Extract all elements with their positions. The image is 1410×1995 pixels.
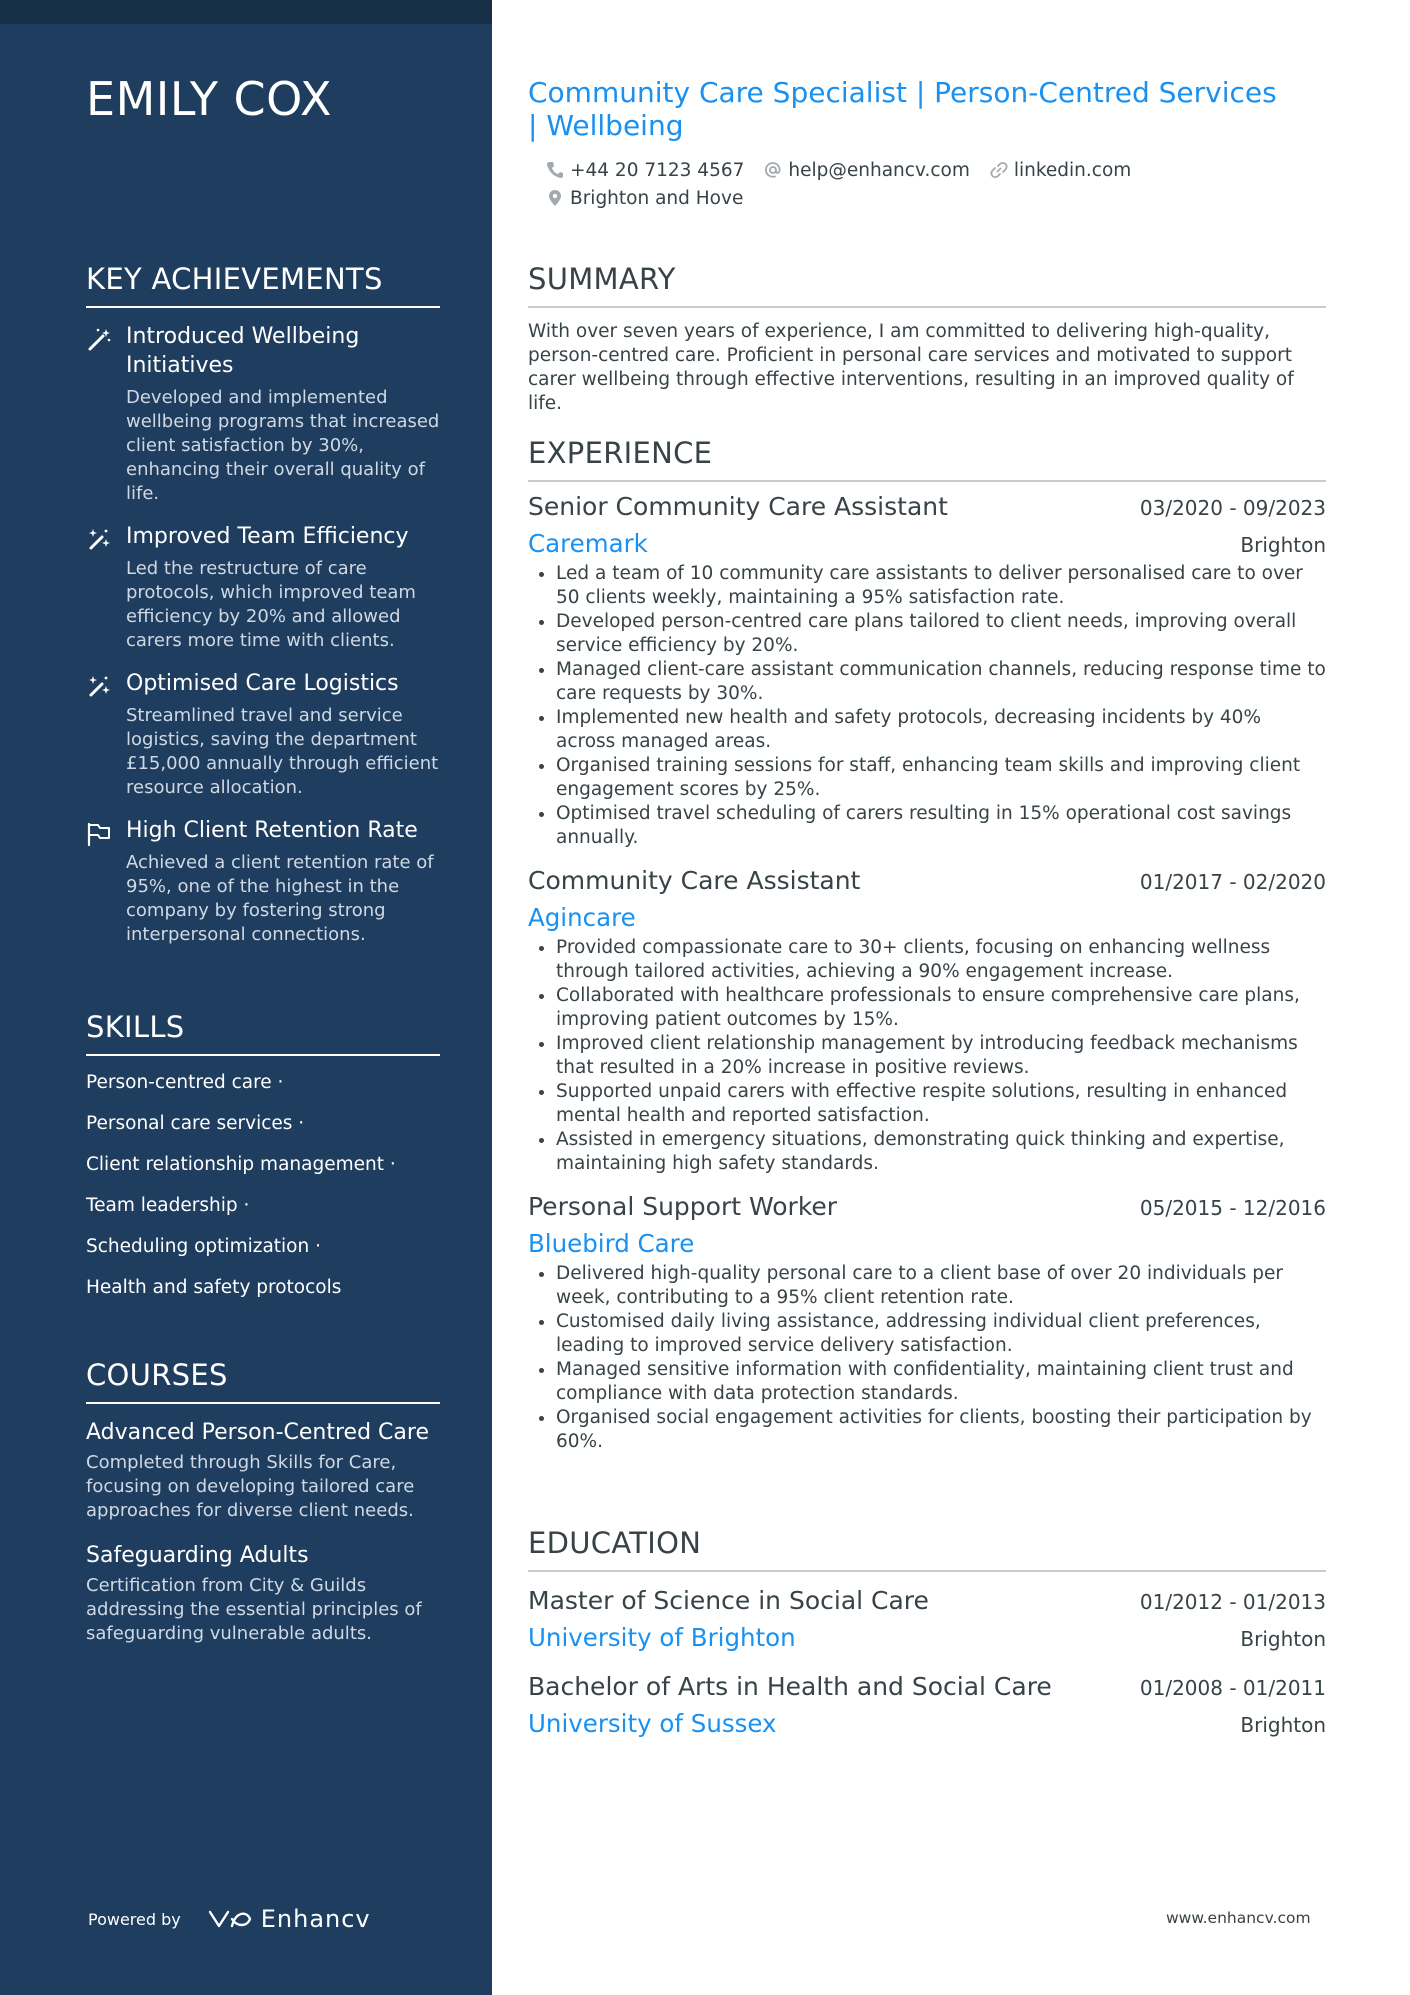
- course-description: Completed through Skills for Care, focusing on developing tailored care approaches for diverse client needs.: [86, 1452, 415, 1521]
- education-entry: [528, 1586, 1326, 1652]
- link-icon: [990, 161, 1008, 179]
- contact-info: [546, 156, 1306, 212]
- bullet-item: • Organised training sessions for staff, enhancing team skills and improving client engagement scores by 25%.: [556, 754, 1326, 802]
- skills-section: [86, 1010, 440, 1300]
- job-bullets: [528, 562, 1326, 850]
- summary-section: [528, 262, 1326, 416]
- experience-section: [528, 436, 1326, 1454]
- company-name: Bluebird Care: [528, 1229, 695, 1258]
- company-name: Caremark: [528, 529, 648, 558]
- enhancv-brand: Enhancv: [260, 1905, 371, 1933]
- job-bullets: [528, 936, 1326, 1176]
- headline: Community Care Specialist | Person-Centred Services | Wellbeing: [528, 76, 1277, 142]
- skill-item: Team leadership ·: [86, 1195, 250, 1216]
- magic-wand-icon: [86, 327, 112, 353]
- linkedin-text: linkedin.com: [1013, 159, 1132, 181]
- at-sign-icon: [764, 161, 782, 179]
- wand-sparkle-icon: [86, 527, 112, 553]
- skill-item: Personal care services ·: [86, 1113, 305, 1134]
- bullet-item: • Managed client-care assistant communication channels, reducing response time to care requests by 30%.: [556, 658, 1326, 706]
- job-dates: 03/2020 - 09/2023: [1139, 496, 1326, 520]
- degree-title: Master of Science in Social Care: [528, 1586, 929, 1615]
- contact-email[interactable]: [764, 160, 969, 181]
- course-description: Certification from City & Guilds addressing the essential principles of safeguarding vulnerable adults.: [86, 1575, 422, 1644]
- skills-heading: SKILLS: [86, 1010, 440, 1056]
- courses-section: [86, 1358, 440, 1646]
- achievement-description: Led the restructure of care protocols, which improved team efficiency by 20% and allowed carers more time with clients.: [126, 558, 416, 651]
- achievement-item: [86, 322, 440, 506]
- skill-item: Person-centred care ·: [86, 1072, 284, 1093]
- bullet-item: • Organised social engagement activities for clients, boosting their participation by 60%.: [556, 1406, 1326, 1454]
- bullet-item: • Optimised travel scheduling of carers resulting in 15% operational cost savings annually.: [556, 802, 1326, 850]
- course-item: [86, 1418, 440, 1523]
- education-dates: 01/2008 - 01/2011: [1139, 1676, 1326, 1700]
- phone-text: +44 20 7123 4567: [570, 159, 745, 181]
- flag-icon: [86, 821, 112, 847]
- company-name: Agincare: [528, 903, 636, 932]
- job-bullets: [528, 1262, 1326, 1454]
- achievement-title: High Client Retention Rate: [126, 818, 418, 843]
- summary-heading: SUMMARY: [528, 262, 1326, 308]
- experience-heading: EXPERIENCE: [528, 436, 1326, 482]
- sidebar: [0, 0, 492, 1995]
- degree-title: Bachelor of Arts in Health and Social Care: [528, 1672, 1052, 1701]
- summary-text: With over seven years of experience, I am committed to delivering high-quality, person-centred care. Proficient in personal care services and motivated to support carer wellbeing through effective interventions, resulting in an improved quality of life.: [528, 321, 1294, 414]
- bullet-item: • Supported unpaid carers with effective respite solutions, resulting in enhanced mental health and reported satisfaction.: [556, 1080, 1326, 1128]
- bullet-item: • Led a team of 10 community care assistants to deliver personalised care to over 50 clients weekly, maintaining a 95% satisfaction rate.: [556, 562, 1326, 610]
- achievement-title: Introduced Wellbeing Initiatives: [126, 324, 360, 378]
- job-entry: [528, 492, 1326, 850]
- job-title: Personal Support Worker: [528, 1192, 838, 1221]
- bullet-item: • Delivered high-quality personal care to a client base of over 20 individuals per week, contributing to a 95% client retention rate.: [556, 1262, 1326, 1310]
- achievement-item: [86, 816, 440, 947]
- skill-item: Client relationship management ·: [86, 1154, 396, 1175]
- courses-heading: COURSES: [86, 1358, 440, 1404]
- contact-linkedin[interactable]: [990, 160, 1131, 181]
- achievement-description: Streamlined travel and service logistics, saving the department £15,000 annually through efficient resource allocation.: [126, 705, 439, 798]
- achievement-item: [86, 669, 440, 800]
- footer-url[interactable]: www.enhancv.com: [1166, 1909, 1311, 1927]
- achievement-title: Optimised Care Logistics: [126, 671, 399, 696]
- email-text: help@enhancv.com: [788, 159, 970, 181]
- achievements-heading: KEY ACHIEVEMENTS: [86, 262, 440, 308]
- school-name: University of Brighton: [528, 1623, 796, 1652]
- powered-by-label: Powered by: [88, 1909, 181, 1929]
- education-location: Brighton: [1240, 1627, 1326, 1651]
- education-dates: 01/2012 - 01/2013: [1139, 1590, 1326, 1614]
- bullet-item: • Managed sensitive information with confidentiality, maintaining client trust and compliance with data protection standards.: [556, 1358, 1326, 1406]
- contact-location: [546, 188, 743, 209]
- bullet-item: • Collaborated with healthcare professionals to ensure comprehensive care plans, improving patient outcomes by 15%.: [556, 984, 1326, 1032]
- sidebar-top-bar: [0, 0, 492, 24]
- enhancv-logo-icon: [207, 1907, 253, 1931]
- skills-list: [86, 1071, 440, 1300]
- bullet-item: • Developed person-centred care plans tailored to client needs, improving overall service efficiency by 20%.: [556, 610, 1326, 658]
- job-dates: 05/2015 - 12/2016: [1139, 1196, 1326, 1220]
- skill-item: Scheduling optimization ·: [86, 1236, 321, 1257]
- school-name: University of Sussex: [528, 1709, 777, 1738]
- education-entry: [528, 1672, 1326, 1738]
- course-title: Safeguarding Adults: [86, 1543, 309, 1568]
- job-dates: 01/2017 - 02/2020: [1139, 870, 1326, 894]
- bullet-item: • Customised daily living assistance, addressing individual client preferences, leading to improved service delivery satisfaction.: [556, 1310, 1326, 1358]
- job-entry: [528, 866, 1326, 1176]
- candidate-name: EMILY COX: [86, 72, 332, 126]
- education-heading: EDUCATION: [528, 1526, 1326, 1572]
- job-location: Brighton: [1240, 533, 1326, 557]
- achievement-description: Developed and implemented wellbeing programs that increased client satisfaction by 30%, enhancing their overall quality of life.: [126, 387, 440, 504]
- course-item: [86, 1541, 440, 1646]
- location-pin-icon: [546, 189, 564, 207]
- bullet-item: • Provided compassionate care to 30+ clients, focusing on enhancing wellness through tailored activities, achieving a 90% engagement increase.: [556, 936, 1326, 984]
- achievement-item: [86, 522, 440, 653]
- education-section: [528, 1526, 1326, 1738]
- location-text: Brighton and Hove: [570, 187, 744, 209]
- powered-by: [88, 1905, 371, 1933]
- course-title: Advanced Person-Centred Care: [86, 1420, 429, 1445]
- phone-icon: [546, 161, 564, 179]
- achievement-description: Achieved a client retention rate of 95%, one of the highest in the company by fostering strong interpersonal connections.: [126, 852, 434, 945]
- achievement-title: Improved Team Efficiency: [126, 524, 409, 549]
- job-entry: [528, 1192, 1326, 1454]
- wand-sparkle-icon: [86, 674, 112, 700]
- bullet-item: • Assisted in emergency situations, demonstrating quick thinking and expertise, maintaining high safety standards.: [556, 1128, 1326, 1176]
- bullet-item: • Implemented new health and safety protocols, decreasing incidents by 40% across managed areas.: [556, 706, 1326, 754]
- contact-phone[interactable]: [546, 160, 744, 181]
- achievements-section: [86, 262, 440, 947]
- education-location: Brighton: [1240, 1713, 1326, 1737]
- job-title: Senior Community Care Assistant: [528, 492, 948, 521]
- skill-item: Health and safety protocols: [86, 1277, 342, 1298]
- bullet-item: • Improved client relationship management by introducing feedback mechanisms that resulted in a 20% increase in positive reviews.: [556, 1032, 1326, 1080]
- job-title: Community Care Assistant: [528, 866, 861, 895]
